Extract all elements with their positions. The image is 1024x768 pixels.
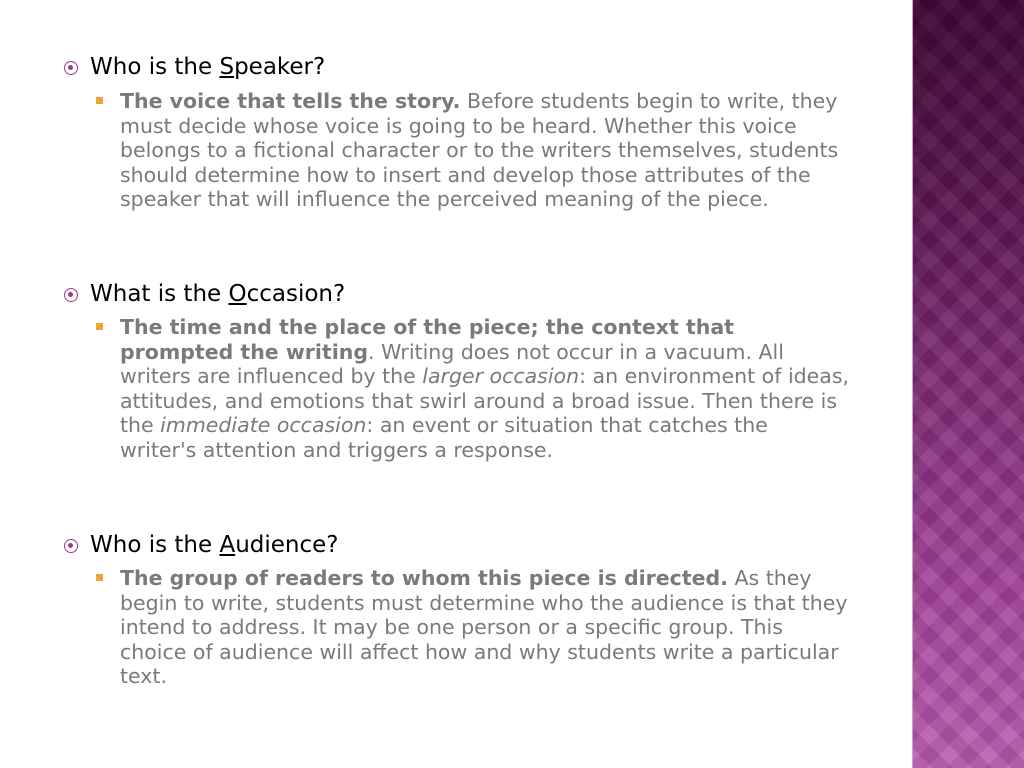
body-text: As they begin to write, students must determine who the audience is that they intend to address. It may be one person or a specific group. This choice of audience will affect how and why students write a particular text. xyxy=(120,566,848,688)
decorative-sidebar xyxy=(912,0,1024,768)
heading-underlined-letter: A xyxy=(219,532,236,558)
heading-underlined-letter: O xyxy=(228,281,247,307)
italic-term: immediate occasion xyxy=(160,413,367,437)
bold-lead: The voice that tells the story. xyxy=(120,89,461,113)
circle-dot-icon xyxy=(64,539,78,553)
square-bullet-icon xyxy=(96,97,103,104)
circle-dot-icon xyxy=(64,288,78,302)
sub-bullet-text xyxy=(120,315,850,462)
sub-bullet-text xyxy=(120,566,850,689)
heading-speaker xyxy=(64,53,325,81)
heading-text: Who is the xyxy=(90,532,220,558)
body-text: : an event or situation that catches the writer's attention and triggers a response. xyxy=(120,413,768,462)
square-bullet-icon xyxy=(96,323,103,330)
heading-text: ccasion? xyxy=(246,281,346,307)
sub-bullet-text xyxy=(120,89,850,212)
italic-term: larger occasion xyxy=(422,364,580,388)
heading-text: udience? xyxy=(235,532,339,558)
heading-occasion xyxy=(64,280,345,308)
circle-dot-icon xyxy=(64,61,78,75)
body-text: Before students begin to write, they must decide whose voice is going to be heard. Whether this voice belongs to a fictional character or to the writers themselves, students should determine how to insert and develop those attributes of the speaker that will influence the perceived meaning of the piece. xyxy=(120,89,839,211)
heading-audience xyxy=(64,531,339,559)
square-bullet-icon xyxy=(96,574,103,581)
heading-text: peaker? xyxy=(234,54,326,80)
body-text: . Writing does not occur in a vacuum. All writers are influenced by the xyxy=(120,339,784,388)
heading-underlined-letter: S xyxy=(219,54,235,80)
body-text: : an environment of ideas, attitudes, and emotions that swirl around a broad issue. Then there is the xyxy=(120,364,850,437)
bold-lead: The time and the place of the piece; the context that prompted the writing xyxy=(120,315,734,364)
heading-text: What is the xyxy=(90,281,229,307)
heading-text: Who is the xyxy=(90,54,220,80)
bold-lead: The group of readers to whom this piece is directed. xyxy=(120,566,728,590)
